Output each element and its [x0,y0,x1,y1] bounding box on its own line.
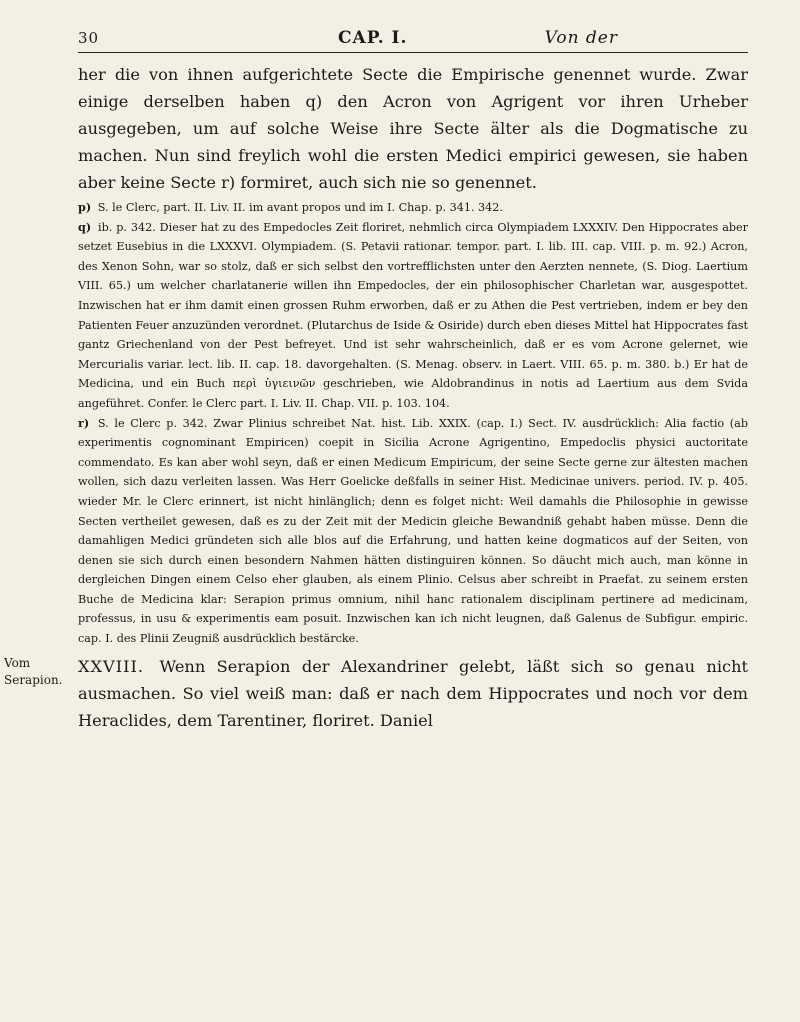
footnotes [78,198,748,649]
footnote-text: ib. p. 342. Dieser hat zu des Empedocles Zeit floriret, nehmlich circa Olympiadem LXXXIV. Den Hippocrates aber setzet Eusebius in die LXXXVI. Olympiadem. (S. Petavii rationar. tempor. part. I. lib. III. cap. VIII. p. m. 92.) Acron, des Xenon Sohn, war so stolz, daß er sich selbst den vortrefflichsten unter den Aerzten nennete, (S. Diog. Laertium VIII. 65.) um welcher charlatanerie willen ihn Empedocles, der ein philosophischer Charletan war, ausgespottet. Inzwischen hat er ihm damit einen grossen Ruhm erworben, daß er zu Athen die Pest vertrieben, indem er bey den Patienten Feuer anzuzünden verordnet. (Plutarchus de Iside & Osiride) durch eben dieses Mittel hat Hippocrates fast gantz Griechenland von der Pest befreyet. Und ist sehr wahrscheinlich, daß er es vom Acrone gelernet, wie Mercurialis variar. lect. lib. II. cap. 18. davorgehalten. (S. Menag. observ. in Laert. VIII. 65. p. m. 380. b.) Er hat de Medicina, und ein Buch περὶ ὑγιεινῶν geschrieben, wie Aldobrandinus in notis ad Laertium aus dem Svida angeführet. Confer. le Clerc part. I. Liv. II. Chap. VII. p. 103. 104. [78,220,748,410]
running-head [78,28,748,53]
section-text: Wenn Serapion der Alexandriner gelebt, läßt sich so genau nicht ausmachen. So viel weiß man: daß er nach dem Hippocrates und noch vor dem Heraclides, dem Tarentiner, floriret. Daniel [78,656,748,730]
footnote-p [78,198,748,218]
section-xxviii [4,653,748,734]
footnote-r [78,414,748,649]
section-paragraph [78,653,748,734]
footnote-text: S. le Clerc, part. II. Liv. II. im avant propos und im I. Chap. p. 341. 342. [97,201,503,214]
footnote-q [78,218,748,414]
running-title: Von der [544,28,618,48]
footnote-text: S. le Clerc p. 342. Zwar Plinius schreibet Nat. hist. Lib. XXIX. (cap. I.) Sect. IV. ausdrücklich: Alia factio (ab experimentis cognominant Empiricen) coepit in Sicilia Acrone Agrigentino, Empedoclis physici auctoritate commendato. Es kan aber wohl seyn, daß er einen Medicum Empiricum, der seine Secte gerne zur ältesten machen wollen, sich dazu verleiten lassen. Was Herr Goelicke deßfalls in seiner Hist. Medicinae univers. period. IV. p. 405. wieder Mr. le Clerc erinnert, ist nicht hinlänglich; denn es folget nicht: Weil damahls die Philosophie in gewisse Secten vertheilet gewesen, daß es zu der Zeit mit der Medicin gleiche Bewandniß gehabt haben müsse. Denn die damahligen Medici gründeten sich alle blos auf die Erfahrung, und hatten keine dogmaticos auf der Seiten, von denen sie sich durch einen besondern Nahmen hätten distinguiren können. So däucht mich auch, man könne in dergleichen Dingen einem Celso eher glauben, als einem Plinio. Celsus aber schreibt in Praefat. zu seinem ersten Buche de Medicina klar: Serapion primus omnium, nihil hanc rationalem disciplinam pertinere ad medicinam, professus, in usu & experimentis eam posuit. Inzwischen kan ich nicht leugnen, daß Galenus de Subfigur. empiric. cap. I. des Plinii Zeugniß ausdrücklich bestärcke. [78,416,749,646]
main-text-block [78,61,748,196]
footnote-marker: q) [78,219,92,234]
main-paragraph: her die von ihnen aufgerichtete Secte die Empirische genennet wurde. Zwar einige derselben haben q) den Acron von Agrigent vor ihren Urheber ausgegeben, um auf solche Weise ihre Secte älter als die Dogmatische zu machen. Nun sind freylich wohl die ersten Medici empirici gewesen, sie haben aber keine Secte r) formiret, auch sich nie so genennet. [78,65,748,192]
footnote-marker: r) [78,415,90,430]
section-number: XXVIII. [78,656,145,676]
footnote-marker: p) [78,200,92,214]
page-number: 30 [78,29,100,47]
chapter-label: CAP. I. [338,28,408,48]
margin-note: Vom Serapion. [4,655,63,687]
